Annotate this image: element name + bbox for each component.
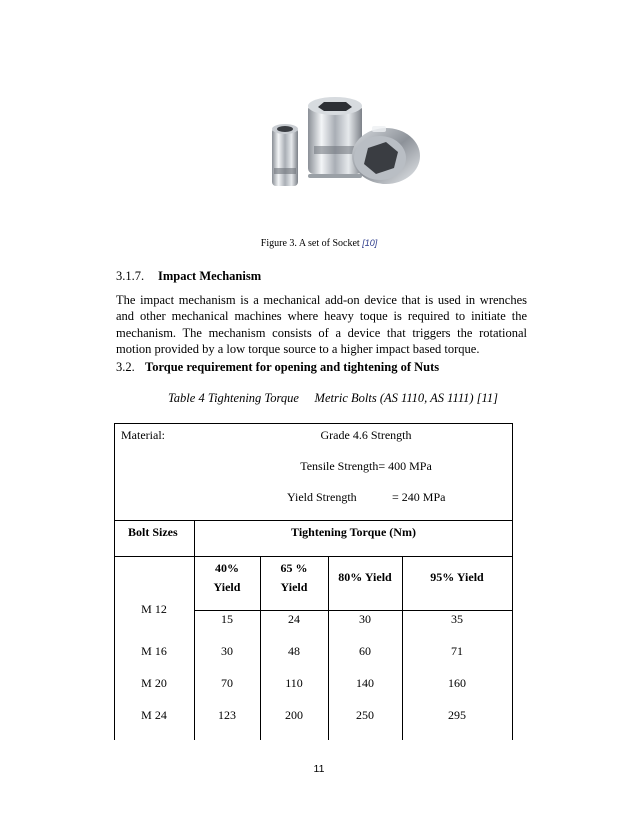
torque-header: Tightening Torque (Nm) xyxy=(291,525,416,539)
torque-cell: 35 xyxy=(451,612,463,626)
torque-cell: 70 xyxy=(221,676,233,690)
col-80-header: 80% Yield xyxy=(338,570,392,584)
table-border-top xyxy=(114,423,513,424)
grade-text: Grade 4.6 Strength xyxy=(320,428,412,442)
table-rule xyxy=(114,520,513,521)
torque-cell: 110 xyxy=(285,676,303,690)
table-rule xyxy=(114,556,513,557)
torque-cell: 295 xyxy=(448,708,466,722)
torque-cell: 15 xyxy=(221,612,233,626)
table-border-left xyxy=(114,423,115,740)
col-40-header: Yield xyxy=(213,580,241,594)
col-65-header: Yield xyxy=(280,580,308,594)
table-col-divider xyxy=(194,520,195,740)
torque-cell: 48 xyxy=(288,644,300,658)
torque-cell: 250 xyxy=(356,708,374,722)
torque-cell: 140 xyxy=(356,676,374,690)
figure-caption-ref: [10] xyxy=(362,238,378,248)
section-number: 3.1.7. xyxy=(116,269,145,283)
material-label: Material: xyxy=(121,428,165,442)
body-paragraph: The impact mechanism is a mechanical add-on device that is used in wrenches and other mechanical machines where heavy toque is required to initiate the mechanism. The mechanism consists of a device that triggers the rotational motion provided by a low torque source to a higher impact based torque. xyxy=(116,293,527,356)
torque-cell: 200 xyxy=(285,708,303,722)
yield-strength-label: Yield Strength xyxy=(287,490,357,504)
torque-cell: 60 xyxy=(359,644,371,658)
table-rule xyxy=(194,610,513,611)
section-number: 3.2. xyxy=(116,360,135,374)
col-65-header: 65 % xyxy=(280,561,308,575)
bolt-size-cell: M 12 xyxy=(141,602,167,616)
torque-cell: 71 xyxy=(451,644,463,658)
section-title: Impact Mechanism xyxy=(158,269,262,283)
figure-caption-text: Figure 3. A set of Socket xyxy=(260,238,360,249)
bolt-size-cell: M 24 xyxy=(141,708,167,722)
page-number: 11 xyxy=(313,763,325,775)
table-caption: Table 4 Tightening Torque Metric Bolts (AS 1110, AS 1111) [11] xyxy=(168,391,498,405)
col-40-header: 40% xyxy=(215,561,239,575)
tensile-text: Tensile Strength= 400 MPa xyxy=(300,459,432,473)
yield-strength-value: = 240 MPa xyxy=(392,490,446,504)
torque-cell: 160 xyxy=(448,676,466,690)
bolt-size-cell: M 16 xyxy=(141,644,167,658)
table-border-right xyxy=(512,423,513,740)
section-title: Torque requirement for opening and tightening of Nuts xyxy=(145,360,440,374)
bolt-size-cell: M 20 xyxy=(141,676,167,690)
torque-cell: 30 xyxy=(359,612,371,626)
torque-cell: 123 xyxy=(218,708,236,722)
col-95-header: 95% Yield xyxy=(430,570,484,584)
torque-cell: 30 xyxy=(221,644,233,658)
torque-cell: 24 xyxy=(288,612,300,626)
bolt-sizes-header: Bolt Sizes xyxy=(128,525,178,539)
